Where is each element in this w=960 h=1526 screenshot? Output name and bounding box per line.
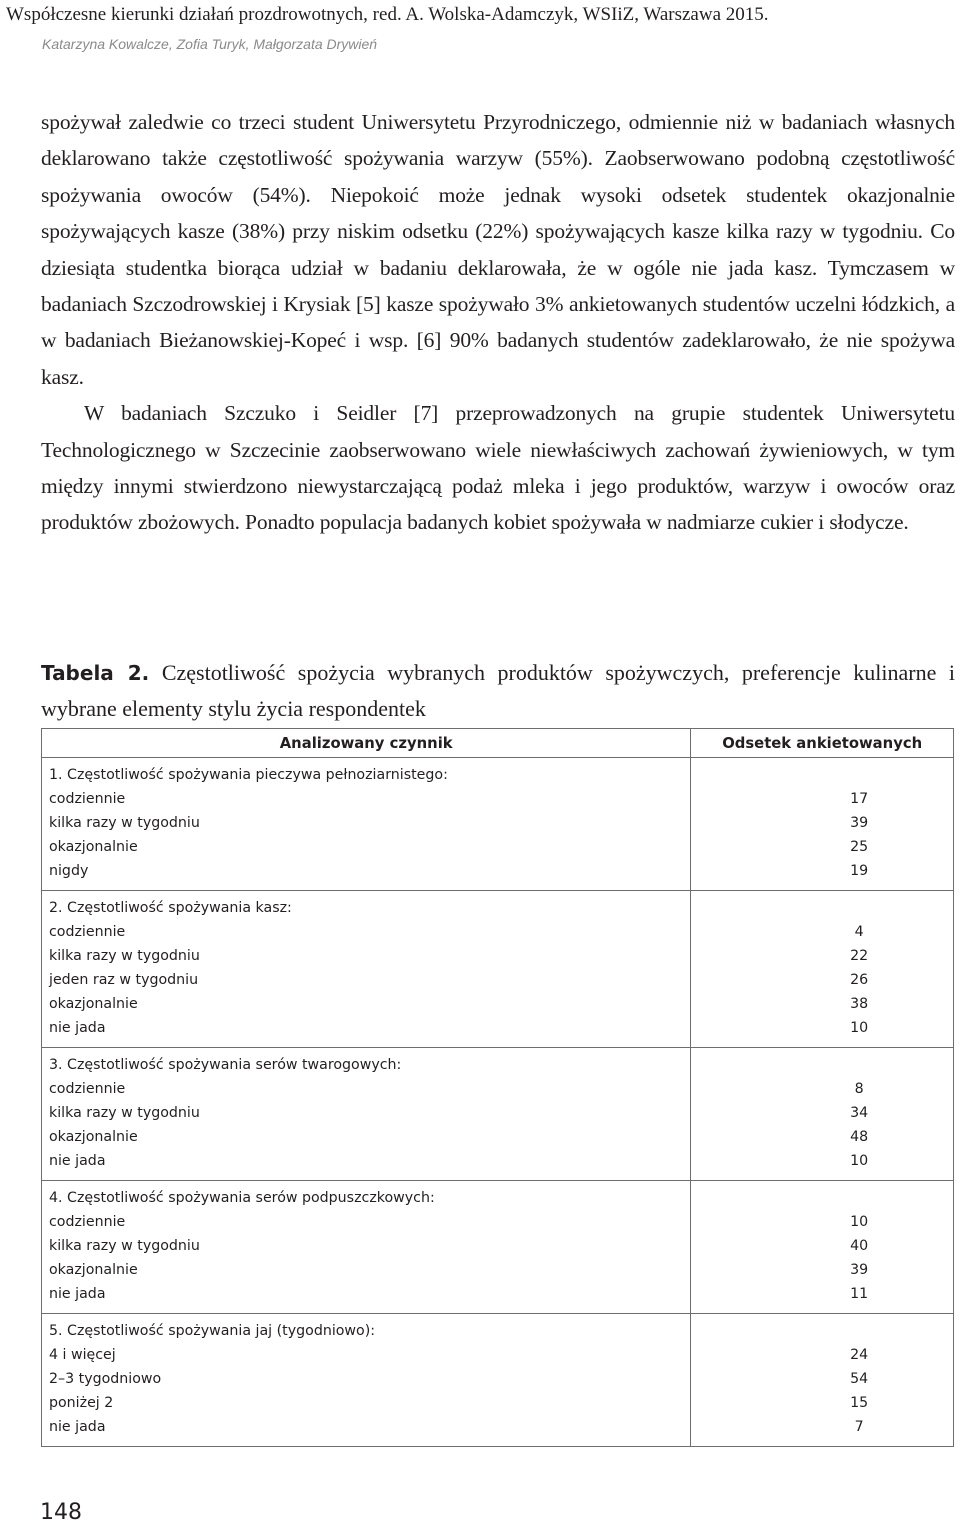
group-title: 4. Częstotliwość spożywania serów podpuszczkowych: bbox=[49, 1190, 435, 1206]
answer-value: 39 bbox=[850, 1262, 869, 1278]
column-header-factor: Analizowany czynnik bbox=[42, 729, 691, 758]
percent-cell bbox=[691, 1181, 954, 1314]
data-table bbox=[41, 728, 954, 1447]
percent-spacer bbox=[765, 1319, 953, 1343]
answer-label: codziennie bbox=[49, 924, 126, 940]
answer-value: 10 bbox=[850, 1020, 869, 1036]
answer-label: kilka razy w tygodniu bbox=[49, 1105, 200, 1121]
answer-value: 26 bbox=[850, 972, 869, 988]
table-group-row bbox=[42, 891, 954, 1048]
percent-spacer bbox=[765, 896, 953, 920]
factor-cell bbox=[42, 758, 691, 891]
answer-label: codziennie bbox=[49, 1214, 126, 1230]
paragraph-1: spożywał zaledwie co trzeci student Uniwersytetu Przyrodniczego, odmiennie niż w badaniach własnych deklarowano także częstotliwość spożywania warzyw (55%). Zaobserwowano podobną częstotliwość spożywania owoców (54%). Niepokoić może jednak wysoki odsetek studentek okazjonalnie spożywających kasze (38%) przy niskim odsetku (22%) spożywających kasze kilka razy w tygodniu. Co dziesiąta studentka biorąca udział w badaniu deklarowała, że w ogóle nie jada kasz. Tymczasem w badaniach Szczodrowskiej i Krysiak [5] kasze spożywało 3% ankietowanych studentów uczelni łódzkich, a w badaniach Bieżanowskiej-Kopeć i wsp. [6] 90% badanych studentów zadeklarowało, że nie spożywa kasz. bbox=[41, 110, 955, 389]
answer-value: 10 bbox=[850, 1153, 869, 1169]
table-header-row bbox=[42, 729, 954, 758]
body-text bbox=[41, 104, 955, 541]
table-group-row bbox=[42, 1314, 954, 1447]
percent-spacer bbox=[765, 1186, 953, 1210]
answer-value: 7 bbox=[854, 1419, 864, 1435]
answer-value: 22 bbox=[850, 948, 869, 964]
answer-label: okazjonalnie bbox=[49, 1262, 138, 1278]
table-group-row bbox=[42, 1048, 954, 1181]
table-group-row bbox=[42, 1181, 954, 1314]
table-caption-text: Częstotliwość spożycia wybranych produktów spożywczych, preferencje kulinarne i wybrane elementy stylu życia respondentek bbox=[41, 660, 955, 721]
percent-spacer bbox=[765, 1053, 953, 1077]
answer-label: okazjonalnie bbox=[49, 996, 138, 1012]
answer-value: 39 bbox=[850, 815, 869, 831]
answer-label: nigdy bbox=[49, 863, 89, 879]
answer-label: nie jada bbox=[49, 1020, 106, 1036]
answer-label: 4 i więcej bbox=[49, 1347, 116, 1363]
answer-label: codziennie bbox=[49, 1081, 126, 1097]
running-header: Współczesne kierunki działań prozdrowotnych, red. A. Wolska-Adamczyk, WSIiZ, Warszawa 2015. bbox=[6, 4, 769, 25]
answer-label: kilka razy w tygodniu bbox=[49, 948, 200, 964]
table-body bbox=[42, 758, 954, 1447]
answer-label: okazjonalnie bbox=[49, 839, 138, 855]
answer-label: 2–3 tygodniowo bbox=[49, 1371, 162, 1387]
table-group-row bbox=[42, 758, 954, 891]
answer-value: 17 bbox=[850, 791, 869, 807]
group-title: 2. Częstotliwość spożywania kasz: bbox=[49, 900, 292, 916]
percent-cell bbox=[691, 1314, 954, 1447]
answer-value: 38 bbox=[850, 996, 869, 1012]
group-title: 3. Częstotliwość spożywania serów twarogowych: bbox=[49, 1057, 402, 1073]
page-number: 148 bbox=[40, 1500, 82, 1525]
factor-cell bbox=[42, 891, 691, 1048]
answer-value: 54 bbox=[850, 1371, 869, 1387]
answer-value: 10 bbox=[850, 1214, 869, 1230]
answer-value: 34 bbox=[850, 1105, 869, 1121]
percent-cell bbox=[691, 758, 954, 891]
answer-label: jeden raz w tygodniu bbox=[49, 972, 199, 988]
answer-value: 8 bbox=[854, 1081, 864, 1097]
answer-label: nie jada bbox=[49, 1286, 106, 1302]
table-caption bbox=[41, 655, 955, 727]
factor-cell bbox=[42, 1181, 691, 1314]
answer-label: nie jada bbox=[49, 1153, 106, 1169]
factor-cell bbox=[42, 1314, 691, 1447]
group-title: 1. Częstotliwość spożywania pieczywa pełnoziarnistego: bbox=[49, 767, 448, 783]
percent-cell bbox=[691, 1048, 954, 1181]
group-title: 5. Częstotliwość spożywania jaj (tygodniowo): bbox=[49, 1323, 376, 1339]
answer-value: 25 bbox=[850, 839, 869, 855]
answer-label: kilka razy w tygodniu bbox=[49, 815, 200, 831]
answer-value: 15 bbox=[850, 1395, 869, 1411]
table-caption-label: Tabela 2. bbox=[41, 661, 150, 685]
answer-label: poniżej 2 bbox=[49, 1395, 114, 1411]
answer-value: 40 bbox=[850, 1238, 869, 1254]
answer-value: 4 bbox=[854, 924, 864, 940]
answer-label: okazjonalnie bbox=[49, 1129, 138, 1145]
factor-cell bbox=[42, 1048, 691, 1181]
answer-value: 24 bbox=[850, 1347, 869, 1363]
percent-spacer bbox=[765, 763, 953, 787]
percent-cell bbox=[691, 891, 954, 1048]
answer-label: codziennie bbox=[49, 791, 126, 807]
answer-value: 11 bbox=[850, 1286, 869, 1302]
answer-label: kilka razy w tygodniu bbox=[49, 1238, 200, 1254]
authors-line: Katarzyna Kowalcze, Zofia Turyk, Małgorzata Drywień bbox=[42, 36, 378, 52]
answer-label: nie jada bbox=[49, 1419, 106, 1435]
answer-value: 48 bbox=[850, 1129, 869, 1145]
column-header-percent: Odsetek ankietowanych bbox=[691, 729, 954, 758]
answer-value: 19 bbox=[850, 863, 869, 879]
paragraph-2: W badaniach Szczuko i Seidler [7] przeprowadzonych na grupie studentek Uniwersytetu Technologicznego w Szczecinie zaobserwowano wiele niewłaściwych zachowań żywieniowych, w tym między innymi stwierdzono niewystarczającą podaż mleka i jego produktów, warzyw i owoców oraz produktów zbożowych. Ponadto populacja badanych kobiet spożywała w nadmiarze cukier i słodycze. bbox=[41, 401, 955, 535]
